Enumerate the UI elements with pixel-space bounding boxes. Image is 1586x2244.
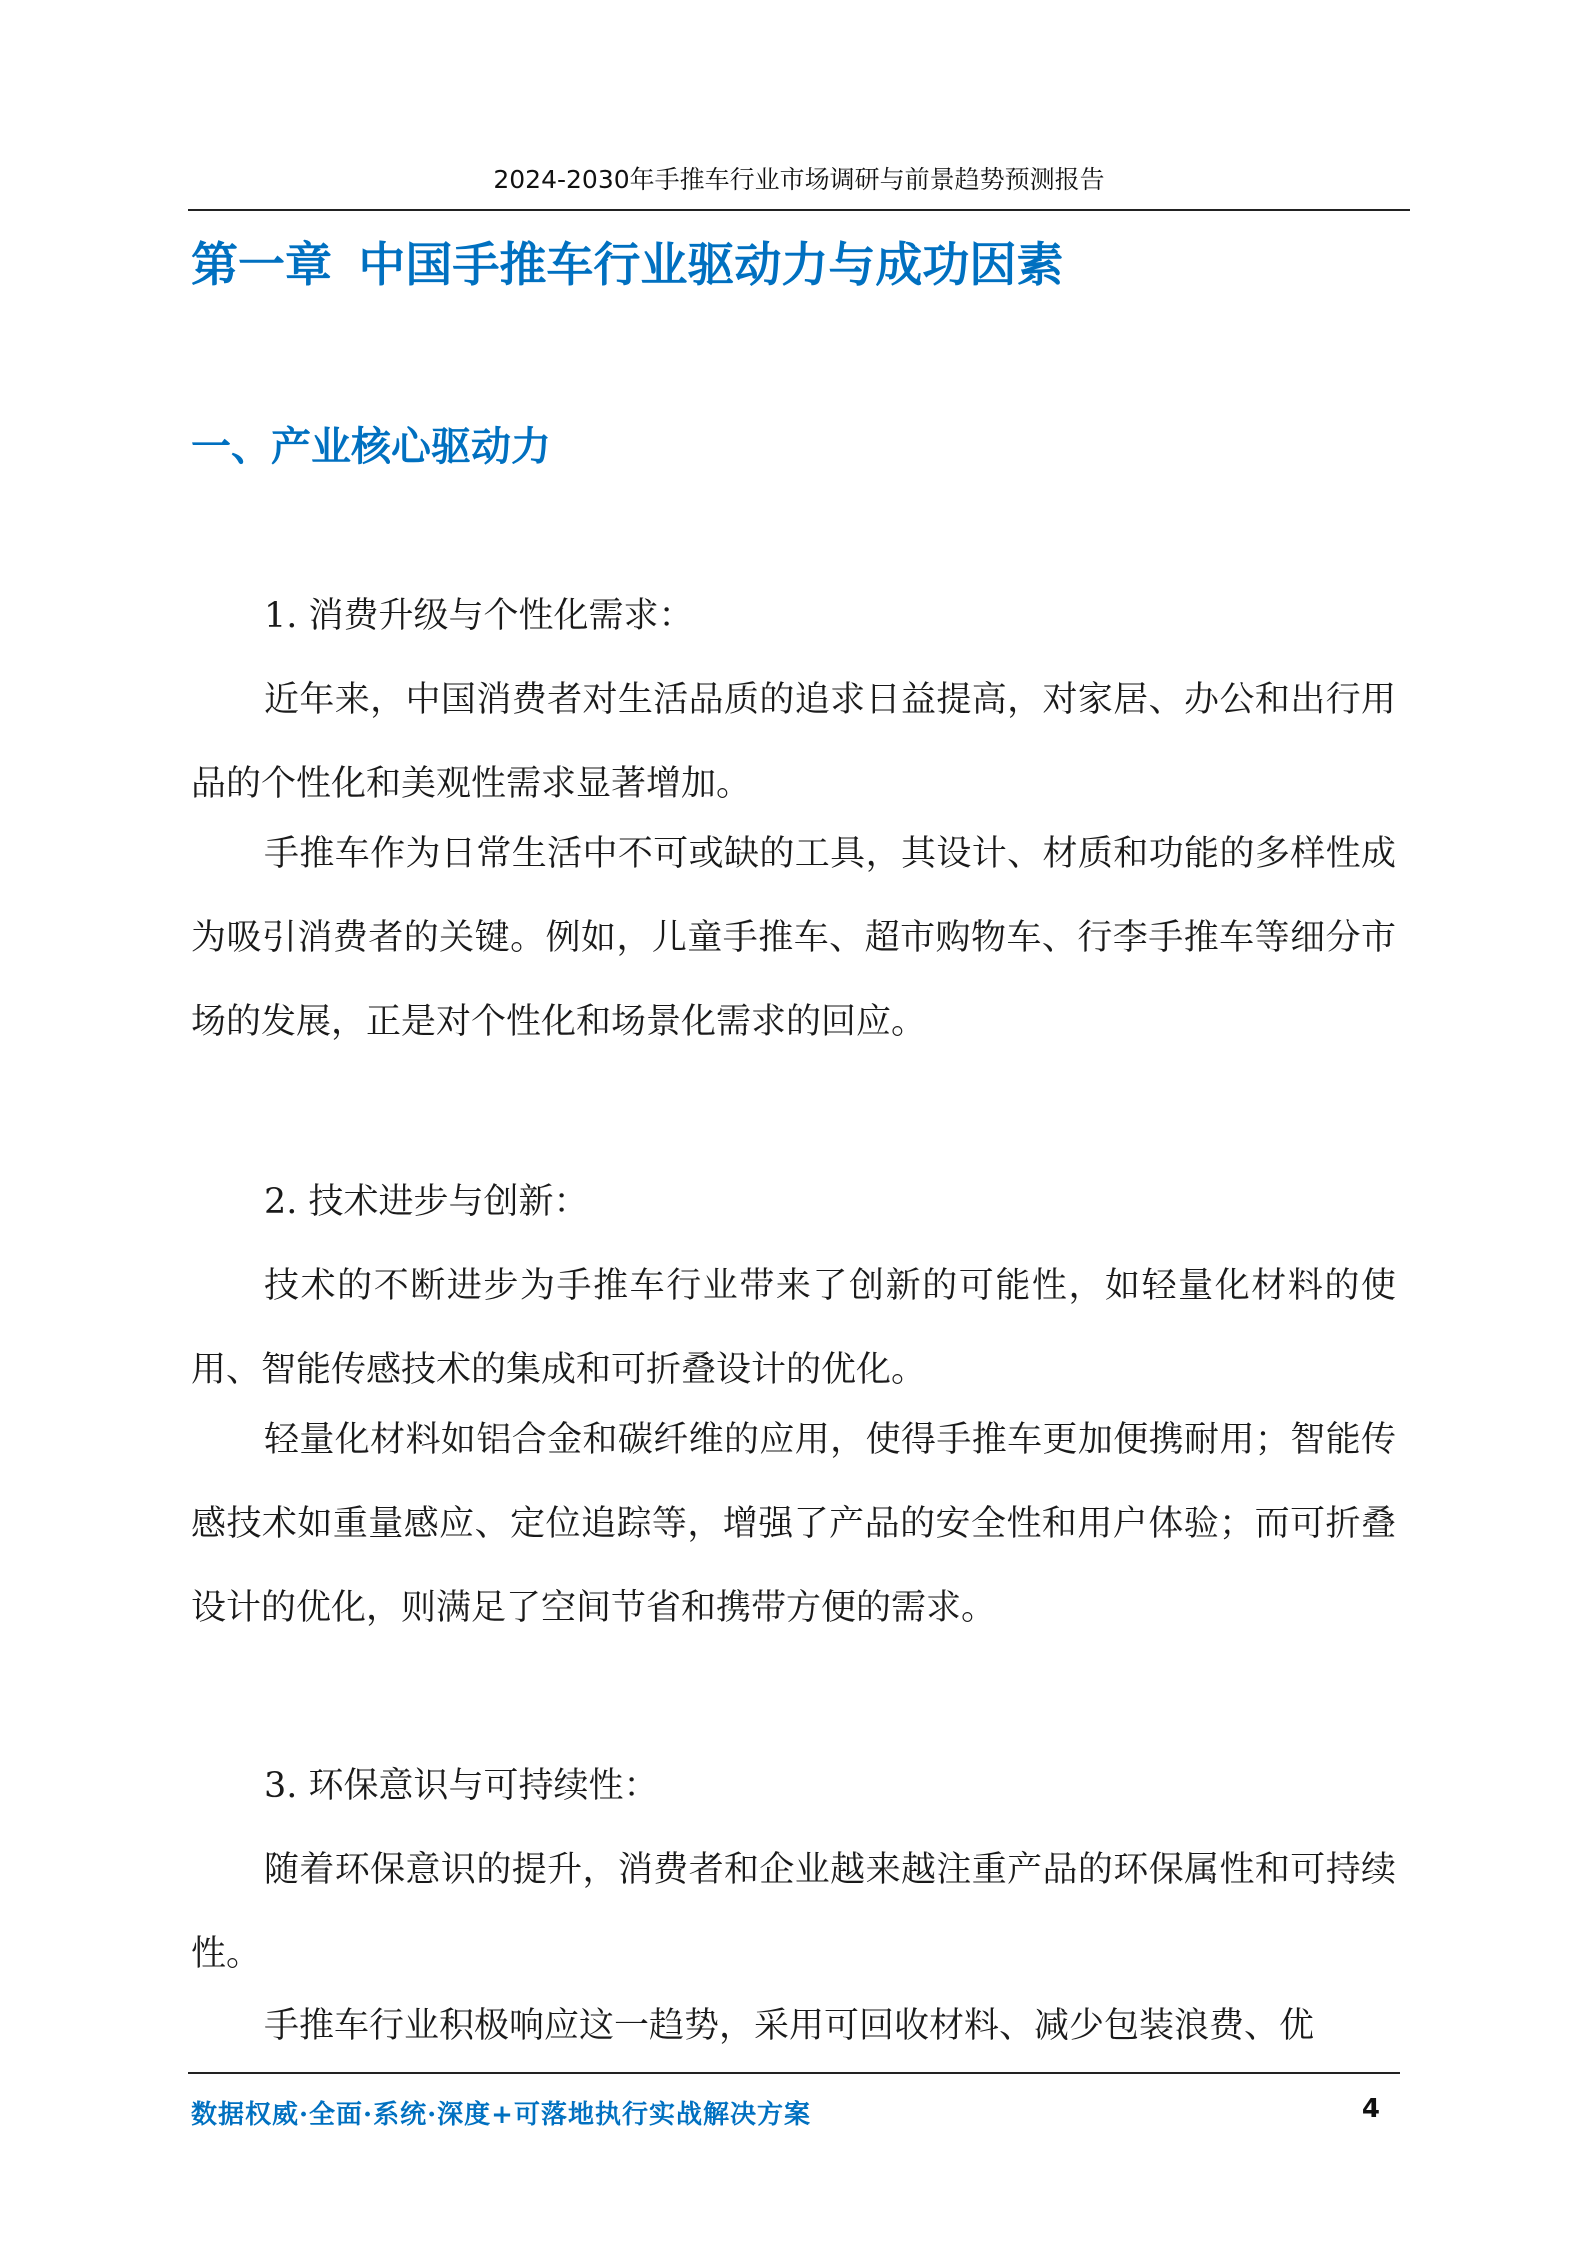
item-3-paragraph-1: 随着环保意识的提升，消费者和企业越来越注重产品的环保属性和可持续性。: [191, 1850, 1396, 1974]
chapter-title: 第一章 中国手推车行业驱动力与成功因素: [191, 238, 1064, 293]
item-heading-2: 2. 技术进步与创新：: [264, 1182, 589, 1222]
item-1-paragraph-2: 手推车作为日常生活中不可或缺的工具，其设计、材质和功能的多样性成为吸引消费者的关键。例如，儿童手推车、超市购物车、行李手推车等细分市场的发展，正是对个性化和场景化需求的回应。: [191, 834, 1396, 1042]
section-title: 一、产业核心驱动力: [191, 424, 551, 470]
footer-divider: [188, 2072, 1400, 2074]
item-2-paragraph-2: 轻量化材料如铝合金和碳纤维的应用，使得手推车更加便携耐用；智能传感技术如重量感应、定位追踪等，增强了产品的安全性和用户体验；而可折叠设计的优化，则满足了空间节省和携带方便的需求。: [191, 1420, 1396, 1628]
header-divider: [188, 209, 1410, 211]
item-heading-1: 1. 消费升级与个性化需求：: [264, 596, 694, 636]
item-heading-3: 3. 环保意识与可持续性：: [264, 1766, 659, 1806]
footer-slogan: 数据权威·全面·系统·深度+可落地执行实战解决方案: [191, 2100, 811, 2130]
item-2-paragraph-1: 技术的不断进步为手推车行业带来了创新的可能性，如轻量化材料的使用、智能传感技术的集成和可折叠设计的优化。: [191, 1266, 1396, 1390]
item-1-paragraph-1: 近年来，中国消费者对生活品质的追求日益提高，对家居、办公和出行用品的个性化和美观性需求显著增加。: [191, 680, 1396, 804]
page-number: 4: [1361, 2094, 1380, 2124]
item-3-paragraph-2: 手推车行业积极响应这一趋势，采用可回收材料、减少包装浪费、优: [264, 2006, 1315, 2046]
running-header-title: 2024-2030年手推车行业市场调研与前景趋势预测报告: [493, 165, 1105, 194]
